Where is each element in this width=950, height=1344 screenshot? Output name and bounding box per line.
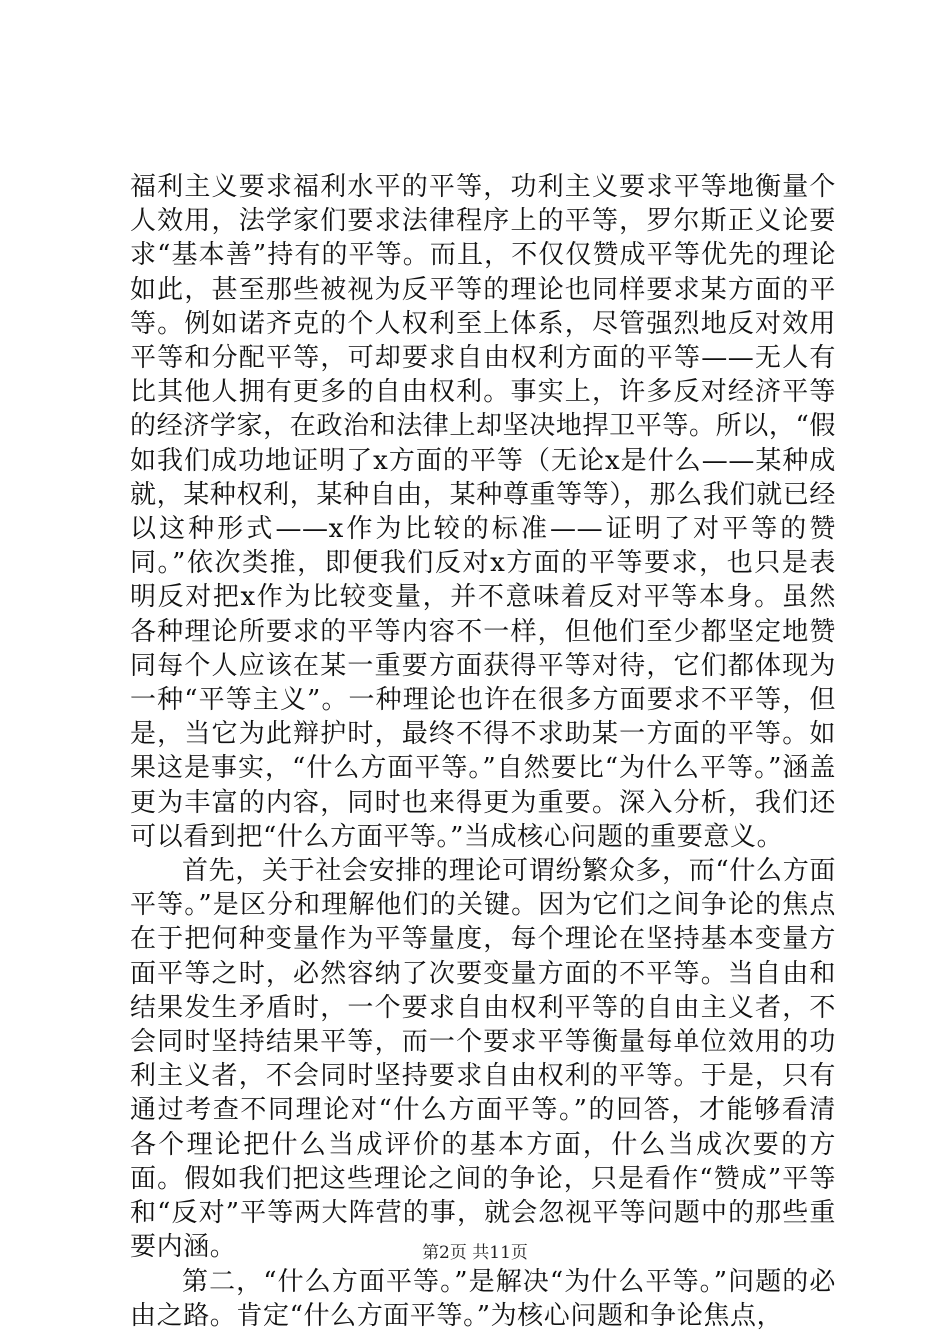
paragraph-2: 首先，关于社会安排的理论可谓纷繁众多，而“什么方面平等。”是区分和理解他们的关键。因为它们之间争论的焦点在于把何种变量作为平等量度，每个理论在坚持基本变量方面平等之时，必然容纳了次要变量方面的不平等。当自由和结果发生矛盾时，一个要求自由权利平等的自由主义者，不会同时坚持结果平等，而一个要求平等衡量每单位效用的功利主义者，不会同时坚持要求自由权利的平等。于是，只有通过考查不同理论对“什么方面平等。”的回答，才能够看清各个理论把什么当成评价的基本方面，什么当成次要的方面。假如我们把这些理论之间的争论，只是看作“赞成”平等和“反对”平等两大阵营的事，就会忽视平等问题中的那些重要内涵。 xyxy=(130,856,836,1263)
page-number-footer: 第2页 共11页 xyxy=(422,1243,528,1263)
paragraph-1: 福利主义要求福利水平的平等，功利主义要求平等地衡量个人效用，法学家们要求法律程序上的平等，罗尔斯正义论要求“基本善”持有的平等。而且，不仅仅赞成平等优先的理论如此，甚至那些被视为反平等的理论也同样要求某方面的平等。例如诺齐克的个人权利至上体系，尽管强烈地反对效用平等和分配平等，可却要求自由权利方面的平等——无人有比其他人拥有更多的自由权利。事实上，许多反对经济平等的经济学家，在政治和法律上却坚决地捍卫平等。所以，“假如我们成功地证明了x方面的平等（无论x是什么——某种成就，某种权利，某种自由，某种尊重等等），那么我们就已经以这种形式——x作为比较的标准——证明了对平等的赞同。”依次类推，即便我们反对x方面的平等要求，也只是表明反对把x作为比较变量，并不意味着反对平等本身。虽然各种理论所要求的平等内容不一样，但他们至少都坚定地赞同每个人应该在某一重要方面获得平等对待，它们都体现为一种“平等主义”。一种理论也许在很多方面要求不平等，但是，当它为此辩护时，最终不得不求助某一方面的平等。如果这是事实，“什么方面平等。”自然要比“为什么平等。”涵盖更为丰富的内容，同时也来得更为重要。深入分析，我们还可以看到把“什么方面平等。”当成核心问题的重要意义。 xyxy=(130,172,836,852)
paragraph-3: 第二，“什么方面平等。”是解决“为什么平等。”问题的必由之路。肯定“什么方面平等。”为核心问题和争论焦点， xyxy=(130,1266,836,1331)
document-body xyxy=(130,170,836,1333)
